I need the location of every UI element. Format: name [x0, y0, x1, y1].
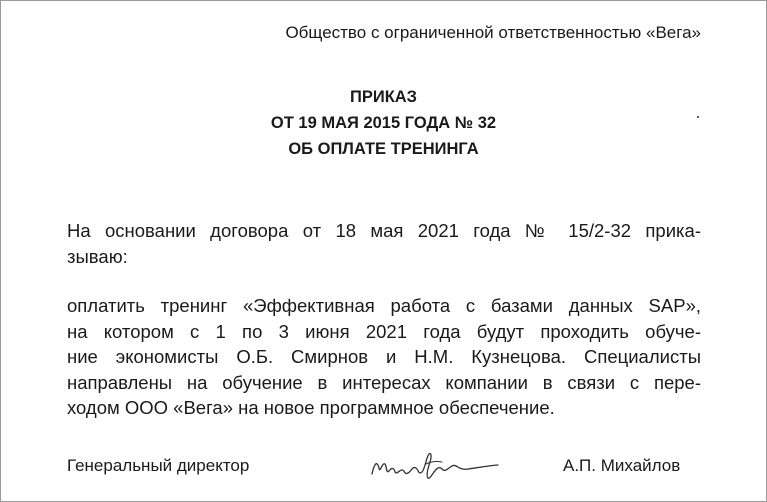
- order-heading: [0, 84, 767, 162]
- paragraph-line: На основании договора от 18 мая 2021 года № 15/2-32 прика-: [67, 220, 701, 241]
- handwritten-signature: [368, 444, 508, 486]
- signer-name: А.П. Михайлов: [563, 456, 681, 475]
- paragraph-line: оплатить тренинг «Эффективная работа с базами данных SAP»,: [67, 295, 701, 316]
- order-subject: ОБ ОПЛАТЕ ТРЕНИНГА: [288, 140, 479, 158]
- paragraph-line: ходом ООО «Вега» на новое программное обеспечение.: [67, 397, 555, 418]
- paragraph-line: зываю:: [67, 245, 128, 267]
- order-date-number: ОТ 19 МАЯ 2015 ГОДА № 32: [270, 114, 497, 132]
- organization-name: Общество с ограниченной ответственностью «Вега»: [285, 23, 701, 42]
- paragraph-line: ние экономисты О.Б. Смирнов и Н.М. Кузнецова. Специалисты: [67, 346, 701, 367]
- order-title: ПРИКАЗ: [349, 88, 418, 106]
- stray-mark: [697, 116, 699, 118]
- paragraph-line: направлены на обучение в интересах компании в связи с пере-: [67, 371, 701, 393]
- paragraph-basis: [67, 218, 701, 269]
- paragraph-order: [67, 293, 701, 421]
- signer-position: Генеральный директор: [67, 456, 250, 475]
- paragraph-line: на котором с 1 по 3 июня 2021 года будут проходить обуче-: [67, 320, 701, 342]
